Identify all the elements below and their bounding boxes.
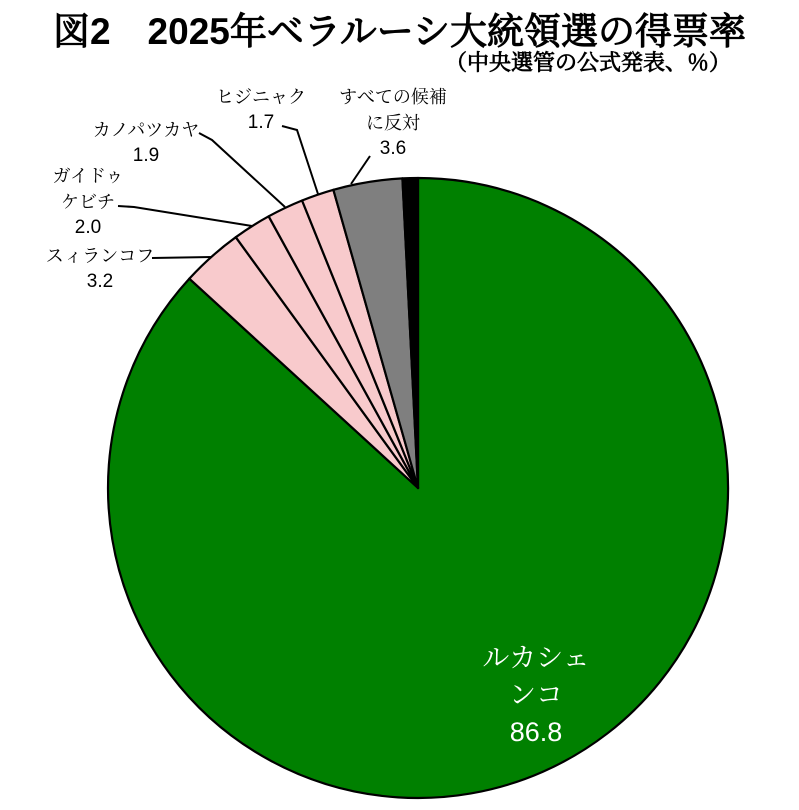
slice-label-lukashenko — [482, 640, 589, 751]
pie-slices-group — [108, 178, 728, 798]
slice-label-khizhnyak — [216, 84, 306, 136]
slice-label-text: ルカシェ — [482, 643, 590, 673]
slice-label-text: に反対 — [365, 113, 420, 133]
slice-label-gaidukevich — [52, 163, 123, 241]
leader-line-syrankov — [152, 257, 212, 258]
slice-label-syrankov — [46, 243, 155, 295]
slice-label-value: 1.7 — [247, 112, 275, 133]
slice-label-value: 1.9 — [132, 145, 160, 166]
slice-label-value: 3.2 — [86, 271, 114, 292]
slice-label-value: 2.0 — [74, 217, 102, 238]
leader-line-khizhnyak — [282, 126, 318, 194]
slice-label-text: ヒジニャク — [216, 87, 306, 107]
slice-label-text: ケビチ — [60, 192, 115, 212]
slice-label-text: カノパツカヤ — [92, 120, 200, 140]
slice-label-text: ンコ — [509, 680, 563, 710]
leader-line-gaidukevich — [118, 206, 252, 226]
slice-label-text: すべての候補 — [339, 87, 447, 107]
slice-label-text: スィランコフ — [45, 246, 155, 266]
slice-label-value: 86.8 — [509, 717, 563, 747]
slice-label-against-all — [339, 84, 447, 162]
slice-label-text: ガイドゥ — [52, 166, 124, 186]
slice-label-kanopatskaya — [93, 117, 200, 169]
figure-title: 図2 2025年ベラルーシ大統領選の得票率 — [52, 11, 747, 52]
slice-label-value: 3.6 — [379, 138, 407, 159]
leader-line-kanopatskaya — [199, 133, 285, 207]
figure-subtitle: （中央選管の公式発表、％） — [444, 50, 731, 75]
